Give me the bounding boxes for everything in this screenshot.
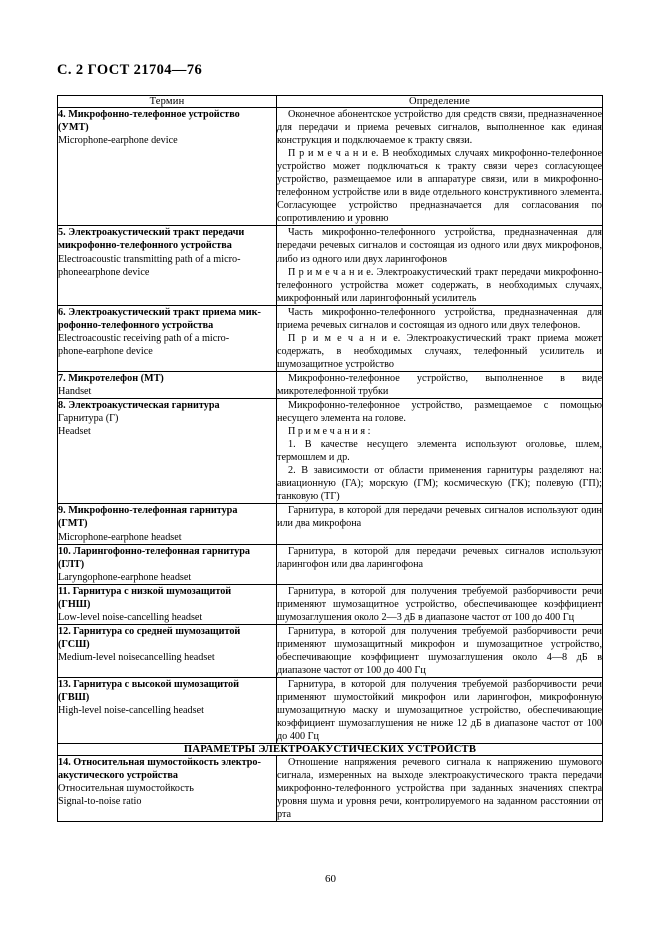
term-label-ru: акустического устройства	[58, 770, 178, 782]
term-label-ru: микрофонно-телефонного устройства	[58, 240, 232, 252]
term-label-en: Low-level noise-cancelling headset	[58, 611, 203, 623]
term-label-ru: 11. Гарнитура с низкой шумозащитой	[58, 585, 232, 597]
definition-cell	[277, 108, 603, 226]
term-label-en: High-level noise-cancelling headset	[58, 705, 204, 717]
term-label-ru: 6. Электроакустический тракт приема мик-	[58, 306, 261, 318]
definition-paragraph: 2. В зависимости от области применения гарнитуры разделяют на: авиационную (ГА); морскую (ГМ); космическую (ГК); полевую (ГП); танковую (ТГ)	[277, 465, 602, 503]
definition-cell	[277, 584, 603, 624]
definition-paragraph: Отношение напряжения речевого сигнала к напряжению шумового сигнала, измеренных на выходе электроакустического тракта передачи микрофонно-телефонного устройства при заданных значениях спектра уровня шума и уровня речи, контролируемого на заданном расстоянии от рта	[277, 757, 602, 821]
term-label-en: Microphone-earphone device	[58, 135, 178, 147]
term-label-ru: 9. Микрофонно-телефонная гарнитура	[58, 505, 238, 517]
term-label-ru: (ГМТ)	[58, 518, 88, 530]
terms-definitions-table	[57, 95, 603, 822]
term-cell	[58, 226, 277, 305]
definition-paragraph: Гарнитура, в которой для передачи речевых сигналов используют ларингофон или два ларингофона	[277, 545, 602, 570]
page-number: 60	[325, 873, 336, 885]
term-label-ru: (ГВШ)	[58, 692, 90, 704]
definition-paragraph: Гарнитура, в которой для получения требуемой разборчивости речи применяют шумозащитное устройство, обеспечивающее коэффициент шумозаглушения около 2—3 дБ в диапазоне частот от 100 до 400 Гц	[277, 585, 602, 623]
definition-paragraph: Гарнитура, в которой для передачи речевых сигналов используют один или два микрофона	[277, 505, 602, 530]
definition-paragraph: П р и м е ч а н и е. Электроакустический тракт приема может содержать, в необходимых случаях, телефонный усилитель и шумозащитное устройство	[277, 332, 602, 370]
table-row	[58, 624, 603, 677]
term-label-en: Signal-to-noise ratio	[58, 796, 142, 808]
term-cell	[58, 624, 277, 677]
term-label-ru: рофонно-телефонного устройства	[58, 319, 214, 331]
term-cell	[58, 305, 277, 371]
definition-cell	[277, 305, 603, 371]
section-title: ПАРАМЕТРЫ ЭЛЕКТРОАКУСТИЧЕСКИХ УСТРОЙСТВ	[58, 744, 603, 756]
table-row	[58, 584, 603, 624]
section-title-row	[58, 744, 603, 756]
definition-paragraph: Гарнитура, в которой для получения требуемой разборчивости речи применяют шумозащитный микрофон и шумозащитное устройство, обеспечивающие коэффициент шумозаглушения около 4—8 дБ в диапазоне частот от 100 до 400 Гц	[277, 625, 602, 676]
term-label-en: Medium-level noisecancelling headset	[58, 651, 215, 663]
term-label-ru: 4. Микрофонно-телефонное устройство	[58, 109, 240, 120]
term-cell	[58, 504, 277, 544]
term-label-ru: (ГЛТ)	[58, 558, 85, 570]
term-label-ru: 7. Микротелефон (МТ)	[58, 372, 164, 384]
table-row	[58, 108, 603, 226]
term-label-en: Electroacoustic transmitting path of a micro-	[58, 253, 241, 265]
term-cell	[58, 399, 277, 504]
definition-cell	[277, 624, 603, 677]
term-cell	[58, 678, 277, 744]
table-row	[58, 371, 603, 398]
table-row	[58, 226, 603, 305]
table-row	[58, 399, 603, 504]
term-label-ru: 5. Электроакустический тракт передачи	[58, 227, 245, 239]
definition-paragraph: Микрофонно-телефонное устройство, размещаемое с помощью несущего элемента на голове.	[277, 400, 602, 425]
term-label-en: phoneearphone device	[58, 266, 150, 278]
table-body	[58, 108, 603, 822]
term-label-en: Electroacoustic receiving path of a micro-	[58, 332, 230, 344]
definition-cell	[277, 504, 603, 544]
term-label-en: phone-earphone device	[58, 345, 153, 357]
column-header-term: Термин	[58, 96, 277, 108]
term-label-en: Headset	[58, 426, 91, 438]
term-cell	[58, 544, 277, 584]
term-label-en: Handset	[58, 385, 92, 397]
table-header-row	[58, 96, 603, 108]
definition-cell	[277, 544, 603, 584]
table-row	[58, 305, 603, 371]
definition-paragraph: П р и м е ч а н и е. Электроакустический тракт передачи микрофонно-телефонного устройства может содержать, в необходимых случаях, микрофонный или ларингофонный усилитель	[277, 266, 602, 304]
definition-paragraph: Оконечное абонентское устройство для средств связи, предназначенное для передачи и приема речевых сигналов, выполненное как единая конструкция и подключаемое к тракту связи.	[277, 109, 602, 147]
term-label-ru: (ГСШ)	[58, 638, 90, 650]
table-row	[58, 544, 603, 584]
definition-cell	[277, 756, 603, 822]
term-label-en: Laryngophone-earphone headset	[58, 571, 192, 583]
term-label-ru: (ГНШ)	[58, 598, 91, 610]
table-row	[58, 678, 603, 744]
definition-paragraph: Гарнитура, в которой для получения требуемой разборчивости речи применяют шумостойкий микрофон или ларингофон, микрофонную шумозащитную маску и шумозащитное устройство, обеспечивающие коэффициент шумозаглушения не ниже 12 дБ в диапазоне частот от 100 до 400 Гц	[277, 679, 602, 743]
term-label-ru: 10. Ларингофонно-телефонная гарнитура	[58, 545, 250, 557]
column-header-definition: Определение	[277, 96, 603, 108]
definition-paragraph: Часть микрофонно-телефонного устройства, предназначенная для приема речевых сигналов и состоящая из одного или двух телефонов.	[277, 306, 602, 331]
page-header: С. 2 ГОСТ 21704—76	[57, 62, 203, 78]
term-label-ru: 13. Гарнитура с высокой шумозащитой	[58, 679, 239, 691]
table-row	[58, 504, 603, 544]
definition-paragraph: 1. В качестве несущего элемента используют оголовье, шлем, термошлем и др.	[277, 439, 602, 464]
term-label-ru: 8. Электроакустическая гарнитура	[58, 400, 220, 412]
term-label-en: Относительная шумостойкость	[58, 783, 194, 795]
term-label-ru: 12. Гарнитура со средней шумозащитой	[58, 625, 241, 637]
term-cell	[58, 371, 277, 398]
definition-cell	[277, 678, 603, 744]
definition-paragraph: П р и м е ч а н и е. В необходимых случаях микрофонно-телефонное устройство может подключаться к тракту связи через согласующее устройство, размещаемое или в аппаратуре связи, или в микрофонно-телефонном устройстве или в виде отдельного конструктивного элемента. Согласующее устройство предназначается для согласования по сопротивлению и уровню	[277, 148, 602, 225]
definition-paragraph: Часть микрофонно-телефонного устройства, предназначенная для передачи речевых сигналов и состоящая из одного или двух микрофонов, либо из одного или двух ларингофонов	[277, 227, 602, 265]
definition-cell	[277, 371, 603, 398]
definition-cell	[277, 226, 603, 305]
term-cell	[58, 584, 277, 624]
term-label-ru: 14. Относительная шумостойкость электро-	[58, 757, 261, 769]
definition-cell	[277, 399, 603, 504]
term-label-ru: (УМТ)	[58, 122, 89, 134]
term-label-en: Microphone-earphone headset	[58, 531, 182, 543]
term-label-en: Гарнитура (Г)	[58, 413, 119, 425]
table-row	[58, 756, 603, 822]
definition-paragraph: П р и м е ч а н и я :	[288, 426, 371, 438]
definition-paragraph: Микрофонно-телефонное устройство, выполненное в виде микротелефонной трубки	[277, 372, 602, 397]
term-cell	[58, 108, 277, 226]
term-cell	[58, 756, 277, 822]
